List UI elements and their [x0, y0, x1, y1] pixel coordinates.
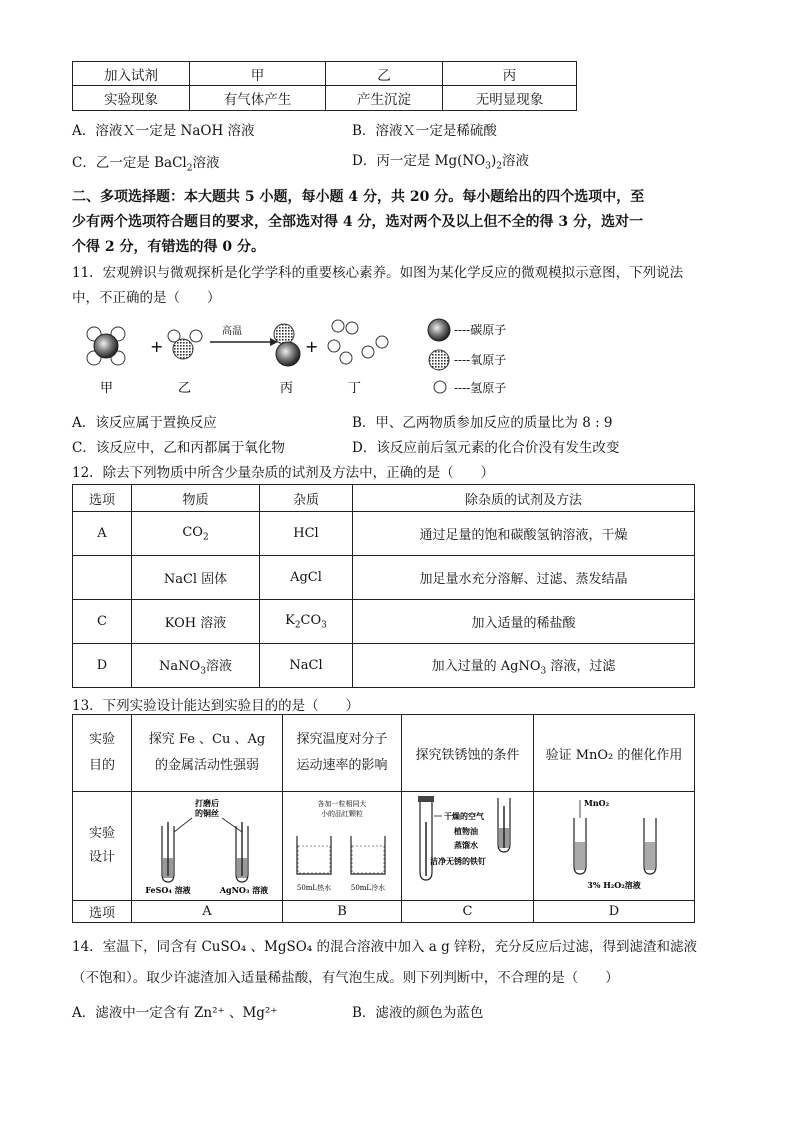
- option-text: (NO: [457, 153, 486, 169]
- table-cell: [73, 556, 132, 600]
- q14-stem-line2: （不饱和）。取少许滤渣加入适量稀盐酸，有气泡生成。则下列判断中，不合理的是（ ）: [72, 970, 619, 986]
- table-cell: 通过足量的饱和碳酸氢钠溶液，干燥: [353, 512, 695, 556]
- q11-option-a: A．该反应属于置换反应: [72, 415, 217, 431]
- fig-text: 50mL冷水: [350, 884, 386, 892]
- figure-iron-rusting: [402, 792, 533, 896]
- table-cell: $CO_2$: [132, 512, 260, 556]
- q10-option-d: [352, 149, 529, 172]
- section-heading-line3: 个得 2 分，有错选的得 0 分。: [72, 239, 265, 255]
- section-heading-line2: 少有两个选项符合题目的要求，全部选对得 4 分，选对两个及以上但不全的得 3 分，选对一: [72, 214, 643, 230]
- figure-metal-activity: [132, 792, 282, 896]
- table-cell: $K_2CO_3$: [260, 600, 353, 644]
- design-a: [132, 792, 283, 901]
- fig-text: 的铜丝: [195, 808, 219, 818]
- table-cell: 加入适量的稀盐酸: [353, 600, 695, 644]
- q10-option-a: A．溶液Ｘ一定是 NaOH 溶液: [72, 123, 255, 139]
- arrow-label: 高温: [222, 326, 242, 337]
- figure-molecular-motion: [283, 792, 401, 896]
- table-cell: NaCl: [260, 644, 353, 688]
- plus-sign: +: [150, 337, 164, 356]
- table-cell: 实验现象: [73, 86, 190, 111]
- label-bing: 丙: [280, 381, 294, 396]
- fig-text: AgNO₃ 溶液: [219, 885, 269, 895]
- purpose-text: 的金属活动性强弱: [154, 758, 259, 773]
- table-header: 除杂质的试剂及方法: [353, 485, 695, 512]
- label-ding: 丁: [348, 381, 362, 396]
- q10-option-c: [72, 151, 219, 174]
- label-yi: 乙: [178, 381, 192, 396]
- legend-oxygen: ----氧原子: [454, 353, 507, 367]
- row-label-text: 设计: [88, 850, 115, 865]
- table-cell: C: [73, 600, 132, 644]
- row-label-text: 实验: [88, 826, 115, 841]
- table-cell: 加入试剂: [73, 62, 190, 86]
- option-cell: D: [534, 901, 695, 923]
- option-text: C．乙一定是 BaCl: [72, 155, 187, 171]
- q14-stem-line1: 14．室温下，同含有 CuSO₄ 、MgSO₄ 的混合溶液中加入 a g 锌粉，充分反应后过滤，得到滤渣和滤液: [72, 939, 698, 955]
- design-b: [283, 792, 402, 901]
- table-cell: 丙: [443, 62, 577, 86]
- option-cell: B: [283, 901, 402, 923]
- hydrogen-molecules: [328, 320, 388, 364]
- option-cell: C: [402, 901, 534, 923]
- purpose-a: [132, 715, 283, 792]
- q11-option-c: C．该反应中，乙和丙都属于氧化物: [72, 440, 285, 456]
- option-cell: A: [132, 901, 283, 923]
- fig-text: 蒸馏水: [454, 840, 478, 850]
- oxygen-atom-icon: [429, 350, 449, 370]
- table-header: 选项: [73, 485, 132, 512]
- option-text: ): [490, 153, 497, 169]
- fig-text: MnO₂: [584, 798, 610, 808]
- carbon-monoxide-molecule: [274, 324, 300, 366]
- purpose-text: 运动速率的影响: [296, 758, 388, 773]
- figure-catalyst: [534, 792, 694, 896]
- q11-option-d: D．该反应前后氢元素的化合价没有发生改变: [352, 440, 620, 456]
- table-cell: NaNO$_3$溶液: [132, 644, 260, 688]
- hydrogen-atom-icon: [434, 381, 446, 393]
- q11-stem-line2: 中，不正确的是（ ）: [72, 290, 221, 306]
- table-header: 杂质: [260, 485, 353, 512]
- table-row: [73, 512, 695, 556]
- legend-hydrogen: ----氢原子: [454, 381, 507, 395]
- table-cell: KOH 溶液: [132, 600, 260, 644]
- legend-carbon: ----碳原子: [454, 323, 507, 337]
- reaction-diagram: [72, 312, 542, 402]
- section-heading-line1: 二、多项选择题：本大题共 5 小题，每小题 4 分，共 20 分。每小题给出的四个选项中，至: [72, 189, 645, 205]
- row-label: 选项: [73, 901, 132, 923]
- purpose-c: 探究铁锈蚀的条件: [402, 715, 534, 792]
- table-cell: 产生沉淀: [326, 86, 443, 111]
- table-cell: D: [73, 644, 132, 688]
- beaker: [297, 836, 331, 874]
- beaker: [351, 836, 385, 874]
- q13-stem: 13．下列实验设计能达到实验目的的是（ ）: [72, 698, 360, 714]
- purpose-b: [283, 715, 402, 792]
- experiment-table: [72, 714, 695, 923]
- design-c: [402, 792, 534, 901]
- table-cell: A: [73, 512, 132, 556]
- design-d: [534, 792, 695, 901]
- q10-option-b: B．溶液Ｘ一定是稀硫酸: [352, 123, 497, 139]
- purpose-text: 探究温度对分子: [296, 732, 388, 747]
- table-cell: 加入过量的 AgNO$_3$ 溶液，过滤: [353, 644, 695, 688]
- row-label-text: 实验: [88, 732, 115, 747]
- option-text: 溶液: [502, 153, 529, 169]
- purification-table: [72, 484, 695, 688]
- label-jia: 甲: [100, 381, 114, 396]
- option-text: D．丙一定是 Mg: [352, 153, 458, 169]
- fig-text: 小的品红颗粒: [321, 810, 363, 818]
- table-row: [73, 556, 695, 600]
- q14-option-a: A．滤液中一定含有 Zn²⁺ 、Mg²⁺: [72, 1005, 278, 1021]
- methane-molecule: [87, 327, 125, 365]
- fig-text: 植物油: [454, 826, 478, 836]
- reagent-result-table: [72, 61, 577, 111]
- table-cell: 有气体产生: [190, 86, 326, 111]
- purpose-text: 探究 Fe 、Cu 、Ag: [148, 732, 266, 747]
- legend: [428, 319, 506, 395]
- q11-stem-line1: 11．宏观辨识与微观探析是化学学科的重要核心素养。如图为某化学反应的微观模拟示意图，下列说法: [72, 265, 684, 281]
- row-label: [73, 792, 132, 901]
- carbon-atom-icon: [428, 319, 450, 341]
- q12-stem: 12．除去下列物质中所含少量杂质的试剂及方法中，正确的是（ ）: [72, 465, 495, 481]
- fig-text: 洁净无锈的铁钉: [430, 856, 486, 866]
- table-row: [73, 600, 695, 644]
- table-cell: 无明显现象: [443, 86, 577, 111]
- fig-text: 50mL热水: [296, 884, 332, 892]
- purpose-d: 验证 MnO₂ 的催化作用: [534, 715, 695, 792]
- table-cell: 甲: [190, 62, 326, 86]
- fig-text: 打磨后: [195, 798, 219, 808]
- table-cell: NaCl 固体: [132, 556, 260, 600]
- subscript: 2: [186, 163, 193, 174]
- plus-sign: +: [305, 337, 319, 356]
- subscript: 3: [485, 161, 491, 172]
- fig-text: 干燥的空气: [444, 811, 484, 821]
- table-header: 物质: [132, 485, 260, 512]
- q11-option-b: B．甲、乙两物质参加反应的质量比为 8 : 9: [352, 415, 613, 431]
- table-row: [73, 644, 695, 688]
- q14-option-b: B．滤液的颜色为蓝色: [352, 1005, 484, 1021]
- fig-text: FeSO₄ 溶液: [145, 885, 191, 895]
- table-cell: HCl: [260, 512, 353, 556]
- row-label: [73, 715, 132, 792]
- table-cell: 乙: [326, 62, 443, 86]
- table-cell: 加足量水充分溶解、过滤、蒸发结晶: [353, 556, 695, 600]
- table-cell: AgCl: [260, 556, 353, 600]
- water-molecule: [168, 330, 202, 359]
- fig-text: 各加一粒相同大: [317, 800, 367, 808]
- subscript: 2: [496, 161, 502, 172]
- fig-text: 3% H₂O₂溶液: [587, 880, 641, 890]
- option-text: 溶液: [192, 155, 220, 171]
- row-label-text: 目的: [88, 758, 115, 773]
